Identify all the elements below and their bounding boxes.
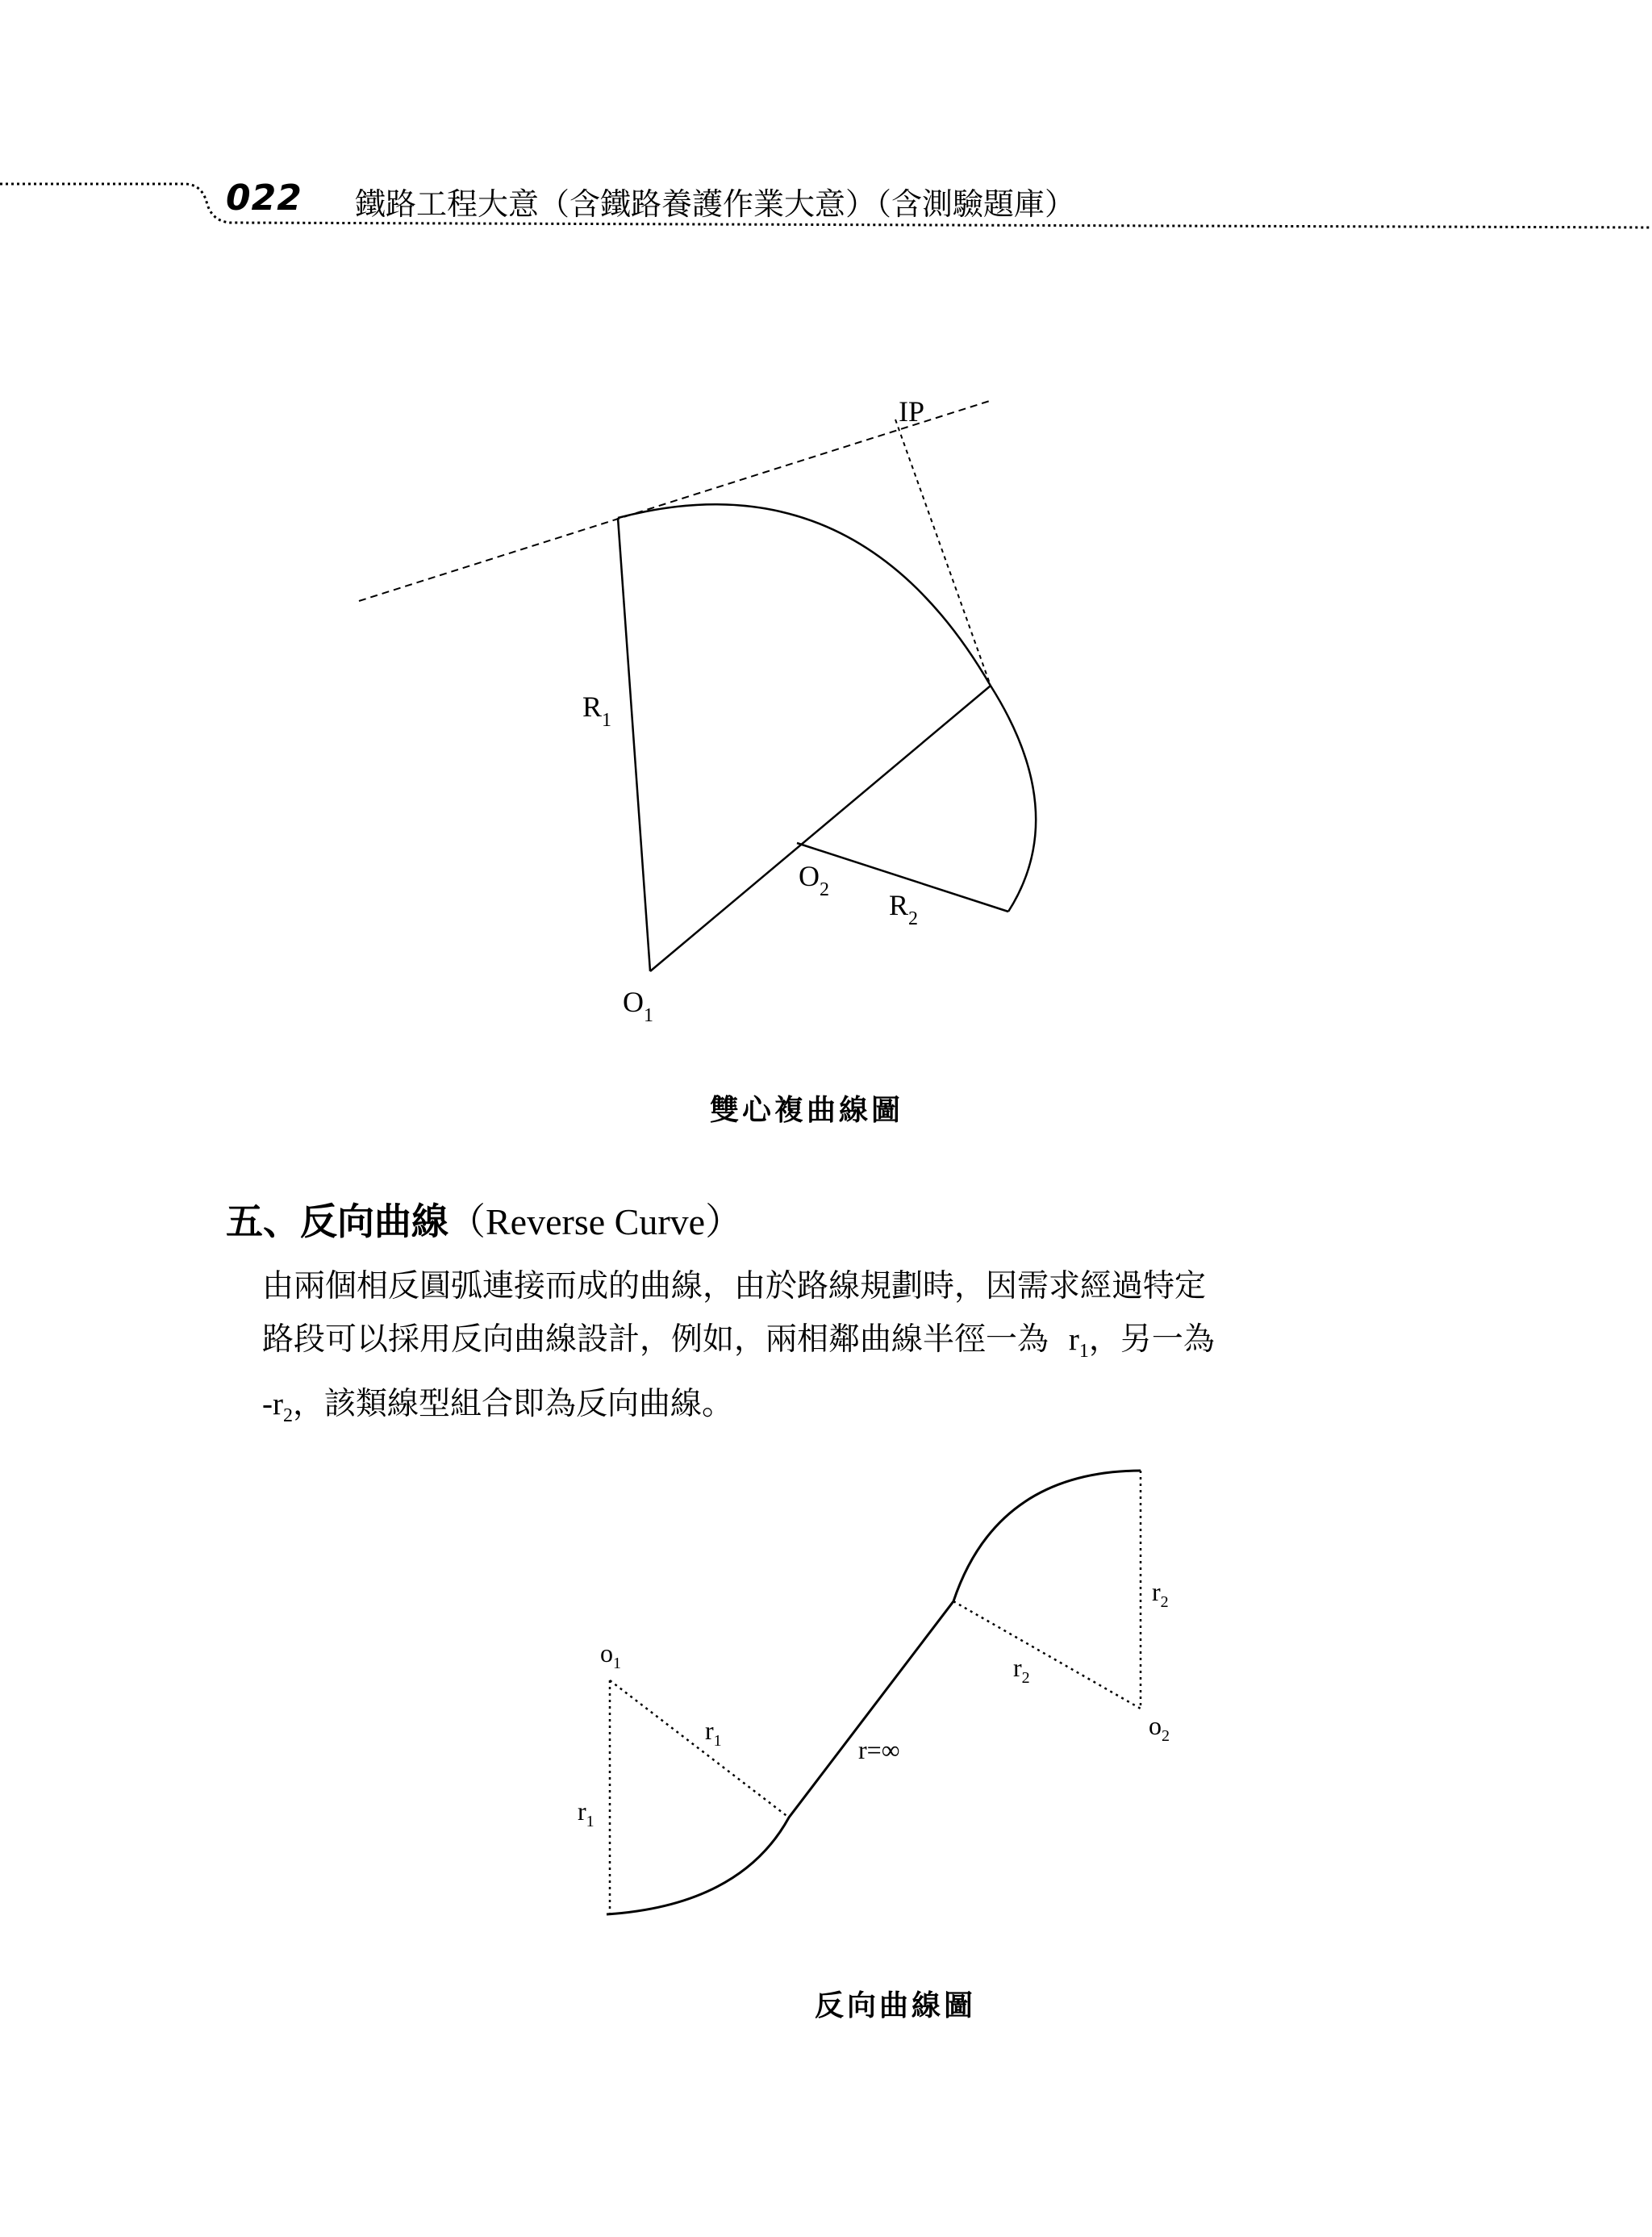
section-heading-en: （Reverse Curve） (448, 1201, 743, 1242)
label-r-infinity: r=∞ (858, 1735, 900, 1764)
label-o1: $O_1$ (623, 986, 653, 1026)
label-r2-diagonal: $r_2$ (1013, 1653, 1030, 1687)
label-o1-small: $o_1$ (600, 1638, 621, 1672)
section-heading-zh: 五、反向曲線 (226, 1200, 448, 1243)
label-r1: $R_1$ (582, 691, 612, 731)
label-o2: $O_2$ (799, 860, 829, 900)
figure-caption-compound-curve: 雙心複曲線圖 (709, 1093, 903, 1127)
figure-caption-reverse-curve: 反向曲線圖 (814, 1989, 976, 2022)
label-r1-diagonal: $r_1$ (705, 1716, 722, 1750)
paragraph-line-2: 路段可以採用反向曲線設計，例如，兩相鄰曲線半徑一為 $r_1$，另一為 (262, 1321, 1215, 1362)
label-r2: $R_2$ (889, 889, 919, 929)
label-ip: IP (899, 395, 925, 428)
label-o2-small: $o_2$ (1149, 1711, 1170, 1745)
header-page-number: 022 (226, 177, 302, 219)
radius-r1-diagonal-dotted (610, 1680, 789, 1818)
radius-r2-diagonal-dotted (953, 1601, 1141, 1709)
header-book-title: 鐵路工程大意（含鐵路養護作業大意）（含測驗題庫） (355, 186, 1076, 222)
label-r2-right: $r_2$ (1152, 1577, 1169, 1611)
paragraph-line-3: $-r_2$，該類線型組合即為反向曲線。 (262, 1385, 733, 1426)
paragraph-line-1: 由兩個相反圓弧連接而成的曲線，由於路線規劃時，因需求經過特定 (262, 1268, 1207, 1304)
label-r1-left: $r_1$ (578, 1797, 594, 1830)
reverse-curve-path (607, 1471, 1141, 1914)
